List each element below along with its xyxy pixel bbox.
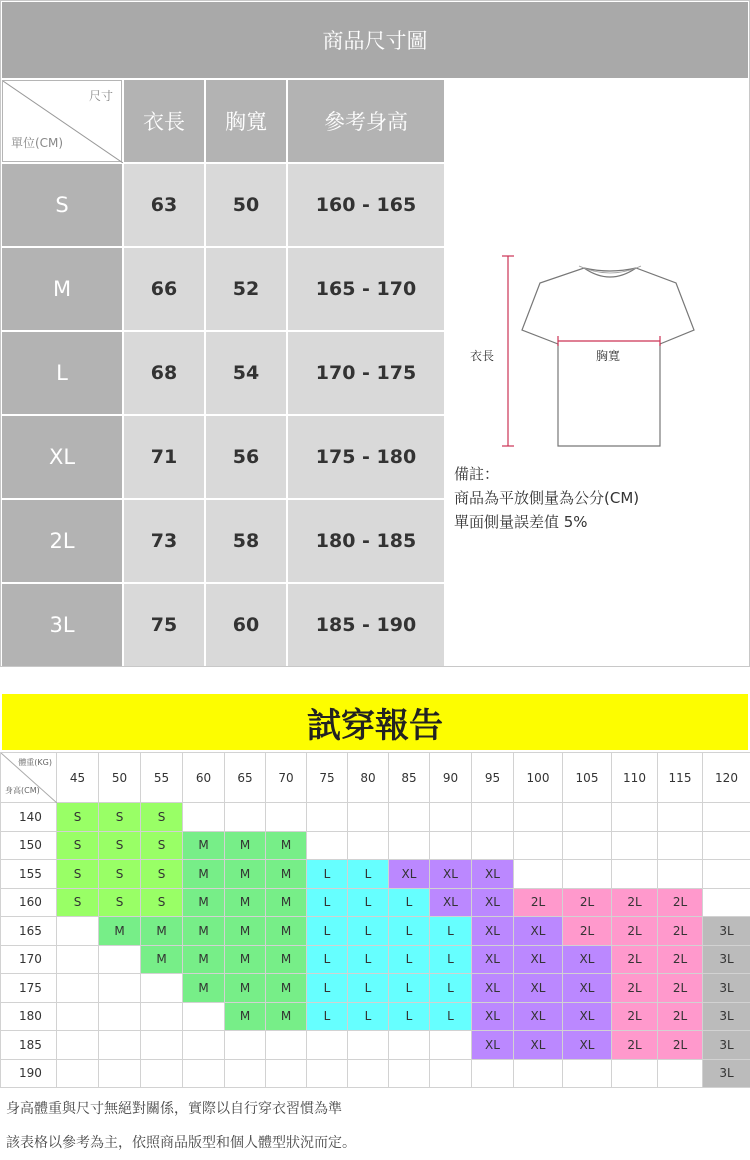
height-row <box>1 917 750 946</box>
size-cell <box>563 831 612 860</box>
size-cell <box>389 803 430 832</box>
size-cell: L <box>307 974 348 1003</box>
chest-measure-label: 胸寬 <box>596 349 621 363</box>
size-cell <box>514 803 563 832</box>
size-cell <box>183 803 225 832</box>
size-cell: M <box>183 945 225 974</box>
size-cell <box>612 860 658 889</box>
size-cell: M <box>225 1002 266 1031</box>
size-cell <box>658 860 703 889</box>
size-cell <box>563 1059 612 1088</box>
size-cell: L <box>430 945 472 974</box>
size-cell: XL <box>563 974 612 1003</box>
size-cell <box>225 1031 266 1060</box>
size-cell: S <box>57 803 99 832</box>
size-cell: 3L <box>703 1002 750 1031</box>
size-cell: S <box>99 860 141 889</box>
size-cell: M <box>183 974 225 1003</box>
size-cell <box>430 1031 472 1060</box>
size-cell <box>472 803 514 832</box>
column-header-length: 衣長 <box>124 80 204 162</box>
fit-report-title: 試穿報告 <box>2 694 748 750</box>
size-cell <box>348 803 389 832</box>
size-cell: 2L <box>612 1002 658 1031</box>
height-range-value: 175 - 180 <box>288 416 444 498</box>
length-value: 75 <box>124 584 204 666</box>
size-cell <box>430 831 472 860</box>
size-cell: L <box>348 974 389 1003</box>
height-row-header: 165 <box>1 917 57 946</box>
measurement-diagram <box>446 80 748 665</box>
size-cell: M <box>266 945 307 974</box>
size-cell: XL <box>472 1031 514 1060</box>
size-cell <box>183 1002 225 1031</box>
size-cell <box>703 803 750 832</box>
size-cell <box>57 1031 99 1060</box>
notes-line: 單面側量誤差值 5% <box>454 513 588 531</box>
footer-note: 身高體重與尺寸無絕對關係，實際以自行穿衣習慣為準 <box>6 1101 342 1117</box>
weight-column-header: 80 <box>348 753 389 803</box>
size-cell <box>225 1059 266 1088</box>
size-cell: S <box>57 860 99 889</box>
size-cell <box>348 831 389 860</box>
size-cell <box>57 974 99 1003</box>
size-cell <box>57 1059 99 1088</box>
size-cell: M <box>183 831 225 860</box>
fit-report-table <box>0 752 750 1088</box>
size-cell: L <box>307 917 348 946</box>
length-value: 63 <box>124 164 204 246</box>
size-cell: 3L <box>703 974 750 1003</box>
size-cell: 2L <box>612 945 658 974</box>
size-cell: 3L <box>703 1059 750 1088</box>
size-cell: 2L <box>658 917 703 946</box>
size-cell: M <box>225 945 266 974</box>
size-cell: S <box>141 831 183 860</box>
size-cell: L <box>430 1002 472 1031</box>
size-cell <box>612 803 658 832</box>
chest-value: 52 <box>206 248 286 330</box>
size-label: L <box>2 332 122 414</box>
height-range-value: 165 - 170 <box>288 248 444 330</box>
size-cell: M <box>99 917 141 946</box>
size-cell <box>307 1059 348 1088</box>
size-cell: M <box>266 888 307 917</box>
size-cell <box>225 803 266 832</box>
height-range-value: 170 - 175 <box>288 332 444 414</box>
size-cell: 2L <box>658 1002 703 1031</box>
size-cell: S <box>99 888 141 917</box>
size-cell <box>99 1002 141 1031</box>
size-cell: XL <box>389 860 430 889</box>
fit-report-grid <box>0 752 750 1088</box>
size-cell <box>563 860 612 889</box>
size-cell: 3L <box>703 1031 750 1060</box>
size-cell <box>514 831 563 860</box>
weight-column-header: 55 <box>141 753 183 803</box>
notes-heading: 備註： <box>454 465 500 483</box>
size-cell <box>472 1059 514 1088</box>
weight-column-header: 105 <box>563 753 612 803</box>
size-cell <box>57 1002 99 1031</box>
size-cell <box>141 1002 183 1031</box>
table-corner-header <box>2 80 122 162</box>
size-cell <box>514 860 563 889</box>
corner-unit-label: 單位(CM) <box>11 136 64 150</box>
size-cell: M <box>266 974 307 1003</box>
weight-axis-label: 體重(KG) <box>18 758 52 767</box>
size-cell: XL <box>514 1031 563 1060</box>
height-row <box>1 1002 750 1031</box>
height-row <box>1 803 750 832</box>
size-cell: L <box>389 888 430 917</box>
size-cell: M <box>183 888 225 917</box>
height-row <box>1 860 750 889</box>
size-cell: M <box>266 860 307 889</box>
length-value: 73 <box>124 500 204 582</box>
size-cell <box>612 1059 658 1088</box>
notes-line: 商品為平放側量為公分(CM) <box>454 489 640 507</box>
size-cell: L <box>348 1002 389 1031</box>
size-cell: L <box>307 860 348 889</box>
size-cell: XL <box>472 888 514 917</box>
size-cell <box>266 1059 307 1088</box>
height-row-header: 175 <box>1 974 57 1003</box>
size-cell: S <box>99 831 141 860</box>
grid-corner-header <box>1 753 57 803</box>
size-cell <box>563 803 612 832</box>
size-label: 3L <box>2 584 122 666</box>
size-cell: L <box>307 1002 348 1031</box>
size-cell <box>389 1059 430 1088</box>
size-cell: S <box>141 888 183 917</box>
weight-column-header: 70 <box>266 753 307 803</box>
height-row-header: 155 <box>1 860 57 889</box>
size-cell: XL <box>472 917 514 946</box>
size-cell: 2L <box>658 888 703 917</box>
size-cell: S <box>141 803 183 832</box>
weight-column-header: 90 <box>430 753 472 803</box>
height-row <box>1 831 750 860</box>
corner-size-label: 尺寸 <box>88 89 113 103</box>
size-label: S <box>2 164 122 246</box>
size-cell: 2L <box>658 1031 703 1060</box>
size-cell <box>57 945 99 974</box>
tshirt-outline-icon <box>446 80 748 665</box>
size-cell: L <box>307 888 348 917</box>
size-cell <box>141 1031 183 1060</box>
height-range-value: 160 - 165 <box>288 164 444 246</box>
size-cell: XL <box>514 917 563 946</box>
height-row <box>1 888 750 917</box>
size-cell: XL <box>563 945 612 974</box>
size-cell: L <box>348 860 389 889</box>
size-cell: S <box>99 803 141 832</box>
weight-column-header: 60 <box>183 753 225 803</box>
chest-value: 56 <box>206 416 286 498</box>
size-cell: 2L <box>612 917 658 946</box>
length-value: 66 <box>124 248 204 330</box>
height-row <box>1 945 750 974</box>
size-cell <box>99 1059 141 1088</box>
size-cell: L <box>348 917 389 946</box>
column-header-chest: 胸寬 <box>206 80 286 162</box>
size-cell: XL <box>472 945 514 974</box>
size-label: M <box>2 248 122 330</box>
size-chart-title: 商品尺寸圖 <box>2 2 748 78</box>
size-cell <box>612 831 658 860</box>
size-cell <box>141 974 183 1003</box>
size-label: XL <box>2 416 122 498</box>
size-cell: 2L <box>658 974 703 1003</box>
size-cell: M <box>141 917 183 946</box>
size-cell: S <box>57 888 99 917</box>
size-cell: 2L <box>514 888 563 917</box>
size-cell: 3L <box>703 945 750 974</box>
size-cell: XL <box>563 1002 612 1031</box>
size-cell <box>658 1059 703 1088</box>
weight-column-header: 45 <box>57 753 99 803</box>
size-cell <box>348 1059 389 1088</box>
size-cell: L <box>348 888 389 917</box>
size-cell: M <box>183 917 225 946</box>
size-cell: M <box>266 1002 307 1031</box>
size-cell: XL <box>472 1002 514 1031</box>
size-cell <box>389 1031 430 1060</box>
height-range-value: 185 - 190 <box>288 584 444 666</box>
size-cell: 2L <box>658 945 703 974</box>
size-cell: L <box>389 974 430 1003</box>
size-cell <box>348 1031 389 1060</box>
size-cell <box>389 831 430 860</box>
size-cell <box>183 1031 225 1060</box>
size-cell <box>307 831 348 860</box>
size-cell <box>430 803 472 832</box>
size-cell: M <box>225 974 266 1003</box>
size-cell <box>430 1059 472 1088</box>
size-cell: M <box>141 945 183 974</box>
weight-column-header: 120 <box>703 753 750 803</box>
size-label: 2L <box>2 500 122 582</box>
size-cell: XL <box>472 860 514 889</box>
size-cell <box>658 831 703 860</box>
height-axis-label: 身高(CM) <box>5 786 40 795</box>
size-cell: XL <box>514 1002 563 1031</box>
footer-note: 該表格以參考為主，依照商品版型和個人體型狀況而定。 <box>6 1135 356 1151</box>
size-cell: L <box>430 917 472 946</box>
size-cell <box>183 1059 225 1088</box>
size-cell: XL <box>514 974 563 1003</box>
size-cell <box>57 917 99 946</box>
size-cell: 2L <box>612 974 658 1003</box>
size-cell: M <box>183 860 225 889</box>
length-value: 68 <box>124 332 204 414</box>
size-cell: XL <box>430 860 472 889</box>
size-cell <box>99 974 141 1003</box>
size-cell <box>703 831 750 860</box>
height-row <box>1 974 750 1003</box>
chest-value: 54 <box>206 332 286 414</box>
chest-value: 60 <box>206 584 286 666</box>
size-cell: 2L <box>563 917 612 946</box>
size-cell: 2L <box>612 1031 658 1060</box>
weight-column-header: 85 <box>389 753 430 803</box>
size-cell: 3L <box>703 917 750 946</box>
size-cell: S <box>57 831 99 860</box>
size-cell <box>266 1031 307 1060</box>
chest-value: 58 <box>206 500 286 582</box>
size-cell: M <box>225 860 266 889</box>
weight-column-header: 65 <box>225 753 266 803</box>
size-cell: XL <box>514 945 563 974</box>
height-row-header: 180 <box>1 1002 57 1031</box>
size-cell: M <box>225 888 266 917</box>
height-row <box>1 1059 750 1088</box>
size-cell: L <box>307 945 348 974</box>
size-cell <box>307 1031 348 1060</box>
size-cell: XL <box>430 888 472 917</box>
height-range-value: 180 - 185 <box>288 500 444 582</box>
chest-value: 50 <box>206 164 286 246</box>
size-cell: L <box>348 945 389 974</box>
weight-column-header: 115 <box>658 753 703 803</box>
weight-column-header: 110 <box>612 753 658 803</box>
weight-column-header: 100 <box>514 753 563 803</box>
notes <box>454 462 639 534</box>
size-cell: 2L <box>612 888 658 917</box>
height-row-header: 160 <box>1 888 57 917</box>
weight-column-header: 50 <box>99 753 141 803</box>
size-cell <box>99 945 141 974</box>
size-cell: L <box>389 917 430 946</box>
size-cell <box>703 860 750 889</box>
size-cell: M <box>266 831 307 860</box>
size-cell <box>472 831 514 860</box>
size-cell <box>307 803 348 832</box>
weight-column-header: 95 <box>472 753 514 803</box>
size-cell <box>658 803 703 832</box>
size-cell <box>266 803 307 832</box>
size-cell: S <box>141 860 183 889</box>
height-row-header: 140 <box>1 803 57 832</box>
weight-header-row <box>1 753 750 803</box>
height-row-header: 185 <box>1 1031 57 1060</box>
size-cell: L <box>389 945 430 974</box>
size-cell: 2L <box>563 888 612 917</box>
size-cell <box>703 888 750 917</box>
height-row-header: 190 <box>1 1059 57 1088</box>
height-row-header: 170 <box>1 945 57 974</box>
column-header-reference-height: 參考身高 <box>288 80 444 162</box>
size-cell: XL <box>563 1031 612 1060</box>
size-cell: M <box>225 917 266 946</box>
size-cell: L <box>430 974 472 1003</box>
length-measure-label: 衣長 <box>470 349 495 363</box>
height-row-header: 150 <box>1 831 57 860</box>
size-cell <box>514 1059 563 1088</box>
size-cell <box>99 1031 141 1060</box>
size-cell: M <box>266 917 307 946</box>
weight-column-header: 75 <box>307 753 348 803</box>
size-cell: M <box>225 831 266 860</box>
size-cell: XL <box>472 974 514 1003</box>
height-row <box>1 1031 750 1060</box>
length-value: 71 <box>124 416 204 498</box>
size-cell <box>141 1059 183 1088</box>
size-cell: L <box>389 1002 430 1031</box>
